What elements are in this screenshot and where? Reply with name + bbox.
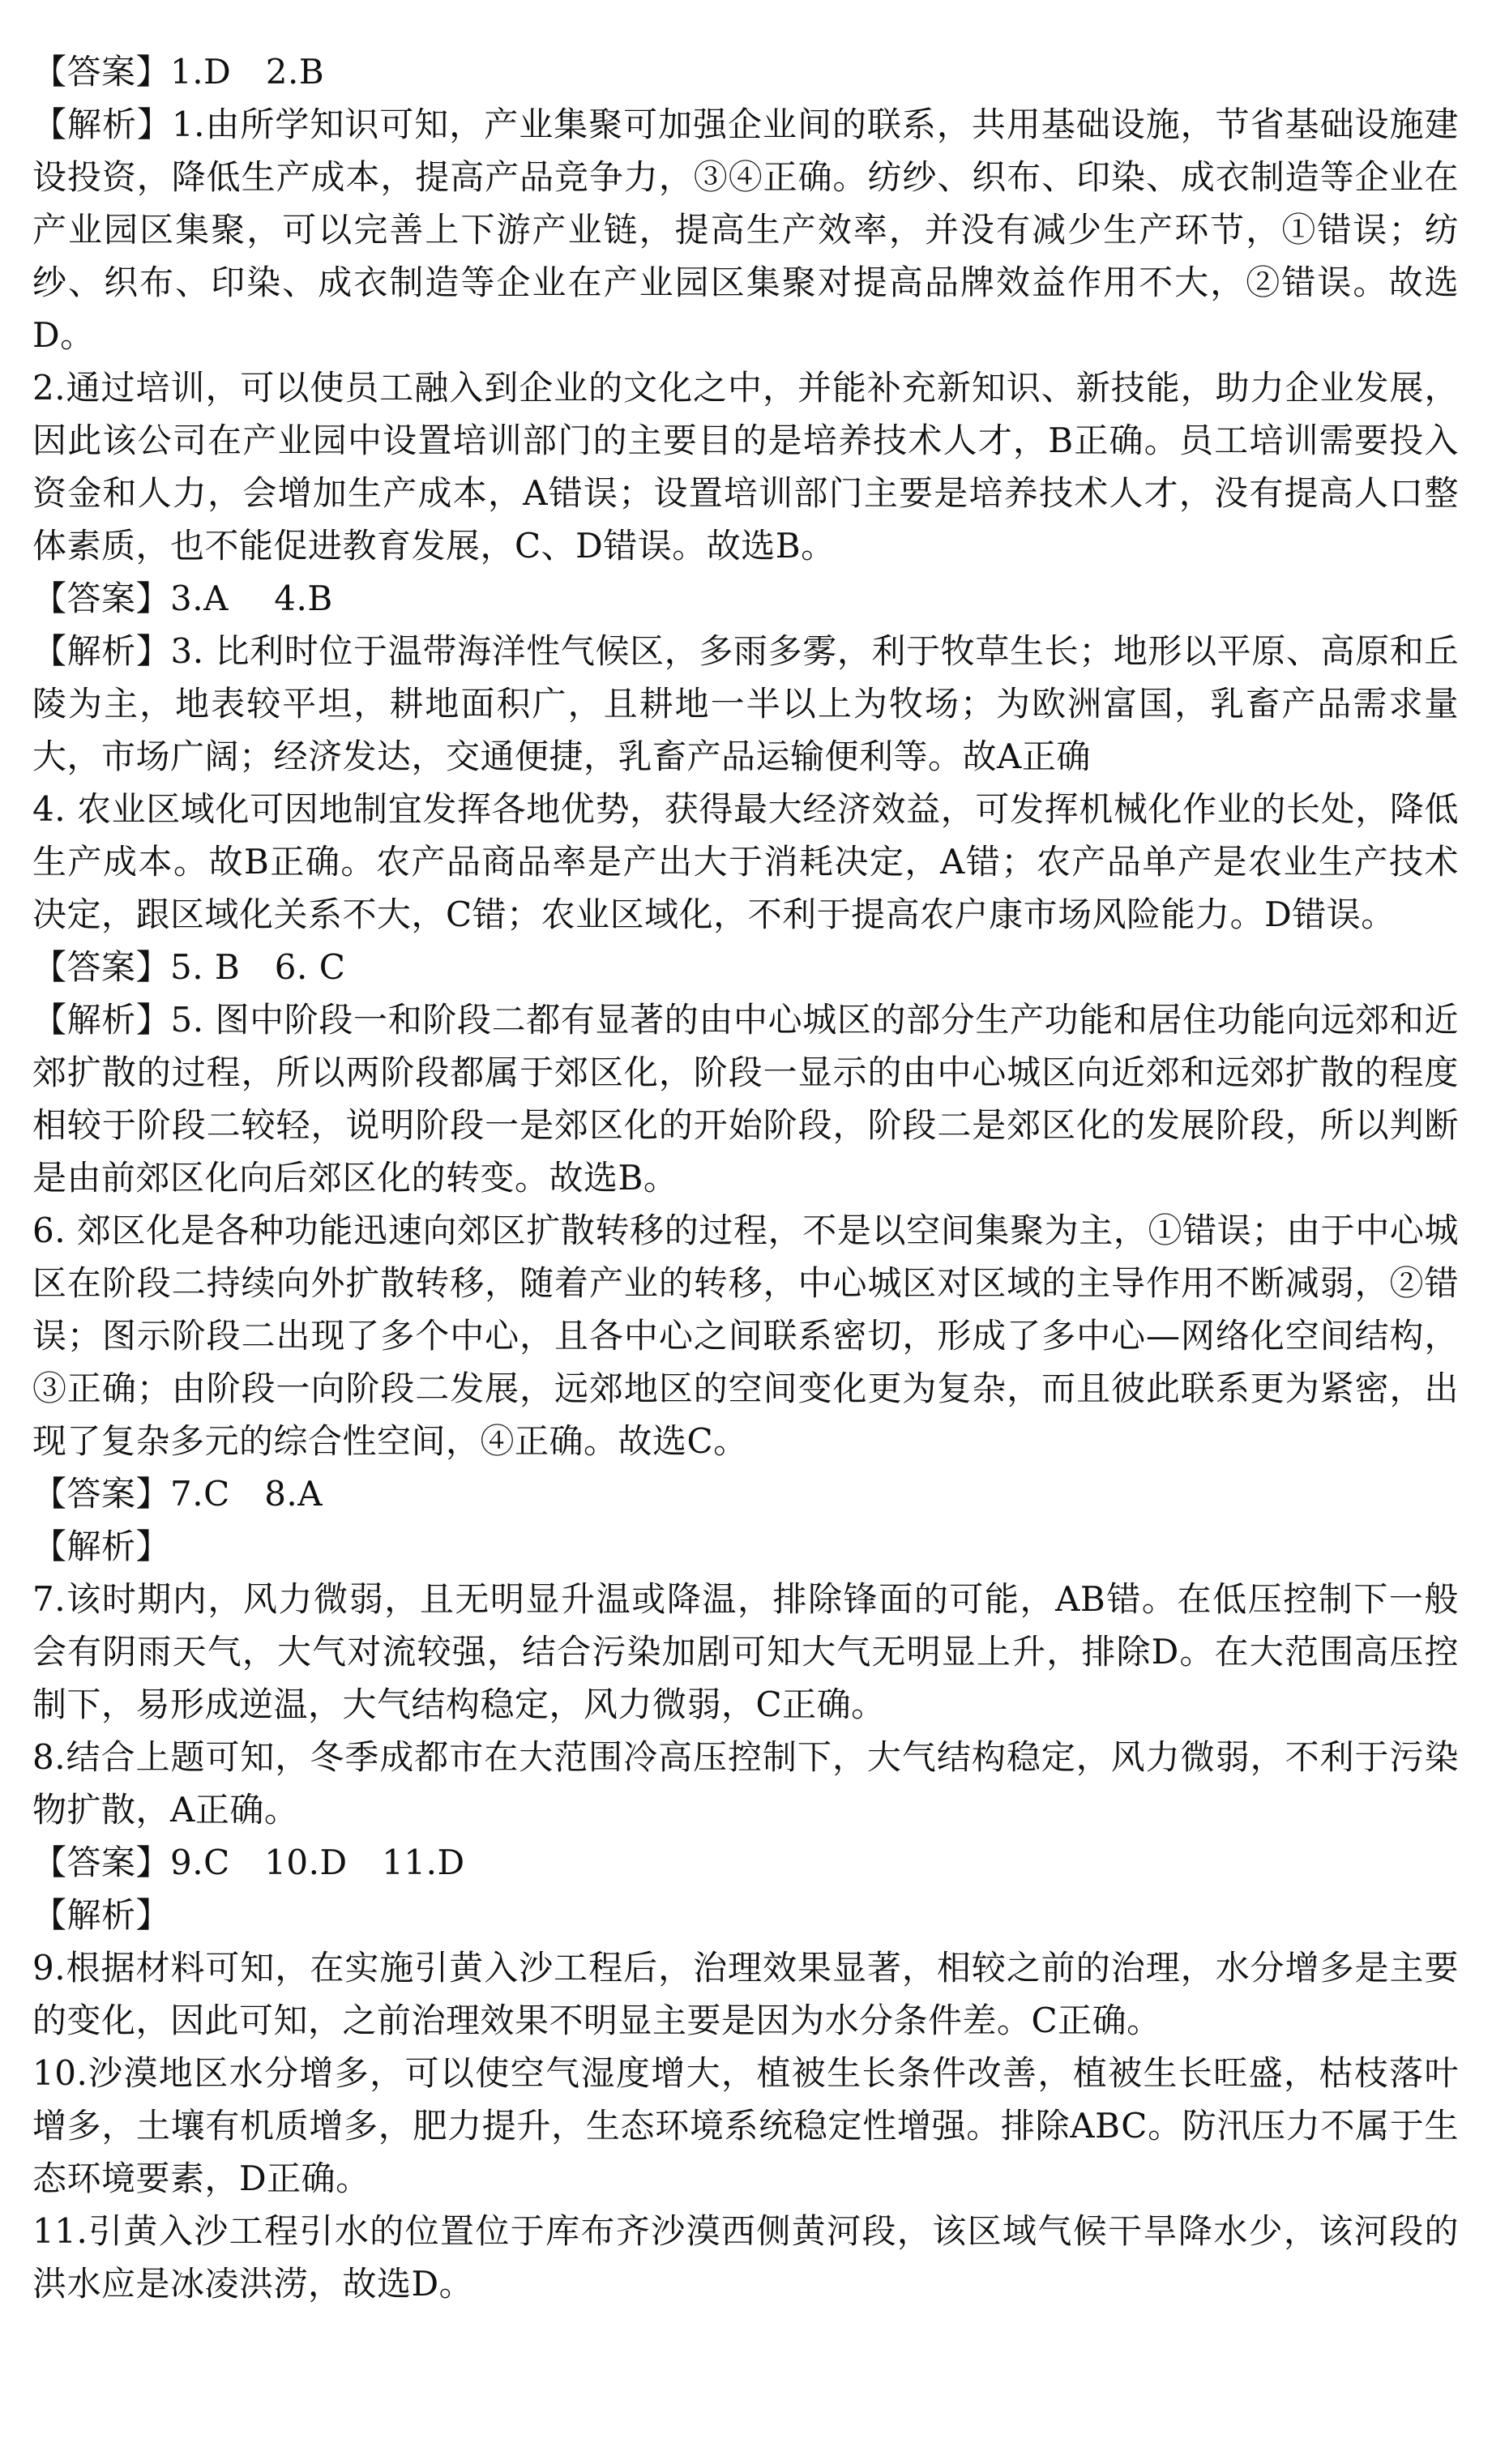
analysis-heading-7-8: 【解析】 — [32, 1527, 171, 1566]
analysis-q4: 4. 农业区域化可因地制宜发挥各地优势，获得最大经济效益，可发挥机械化作业的长处，降低生产成本。故B正确。农产品商品率是产出大于消耗决定，A错；农产品单产是农业生产技术决定，跟区域化关系不大，C错；农业区域化，不利于提高农户康市场风险能力。D错误。 — [32, 789, 1459, 934]
analysis-q6: 6. 郊区化是各种功能迅速向郊区扩散转移的过程，不是以空间集聚为主，①错误；由于中心城区在阶段二持续向外扩散转移，随着产业的转移，中心城区对区域的主导作用不断减弱，②错误；图示阶段二出现了多个中心，且各中心之间联系密切，形成了多中心—网络化空间结构，③正确；由阶段一向阶段二发展，远郊地区的空间变化更为复杂，而且彼此联系更为紧密，出现了复杂多元的综合性空间，④正确。故选C。 — [32, 1211, 1459, 1461]
answer-line-1-2: 【答案】1.D 2.B — [32, 52, 325, 92]
answer-line-9-11: 【答案】9.C 10.D 11.D — [32, 1843, 465, 1882]
analysis-q7: 7.该时期内，风力微弱，且无明显升温或降温，排除锋面的可能，AB错。在低压控制下一般会有阴雨天气，大气对流较强，结合污染加剧可知大气无明显上升，排除D。在大范围高压控制下，易形成逆温，大气结构稳定，风力微弱，C正确。 — [32, 1579, 1459, 1724]
analysis-q2: 2.通过培训，可以使员工融入到企业的文化之中，并能补充新知识、新技能，助力企业发展，因此该公司在产业园中设置培训部门的主要目的是培养技术人才，B正确。员工培训需要投入资金和人力，会增加生产成本，A错误；设置培训部门主要是培养技术人才，没有提高人口整体素质，也不能促进教育发展，C、D错误。故选B。 — [32, 368, 1459, 566]
analysis-q8: 8.结合上题可知，冬季成都市在大范围冷高压控制下，大气结构稳定，风力微弱，不利于污染物扩散，A正确。 — [32, 1737, 1459, 1830]
answer-line-3-4: 【答案】3.A 4.B — [32, 579, 333, 618]
analysis-q9: 9.根据材料可知，在实施引黄入沙工程后，治理效果显著，相较之前的治理，水分增多是主要的变化，因此可知，之前治理效果不明显主要是因为水分条件差。C正确。 — [32, 1948, 1459, 2040]
analysis-q5: 【解析】5. 图中阶段一和阶段二都有显著的由中心城区的部分生产功能和居住功能向远郊和近郊扩散的过程，所以两阶段都属于郊区化，阶段一显示的由中心城区向近郊和远郊扩散的程度相较于阶段二较轻，说明阶段一是郊区化的开始阶段，阶段二是郊区化的发展阶段，所以判断是由前郊区化向后郊区化的转变。故选B。 — [32, 1000, 1459, 1198]
analysis-heading-9-11: 【解析】 — [32, 1895, 171, 1935]
analysis-q3: 【解析】3. 比利时位于温带海洋性气候区，多雨多雾，利于牧草生长；地形以平原、高原和丘陵为主，地表较平坦，耕地面积广，且耕地一半以上为牧场；为欧洲富国，乳畜产品需求量大，市场广阔；经济发达，交通便捷，乳畜产品运输便利等。故A正确 — [32, 631, 1459, 776]
answer-line-7-8: 【答案】7.C 8.A — [32, 1474, 323, 1514]
answer-line-5-6: 【答案】5. B 6. C — [32, 947, 346, 987]
analysis-q11: 11.引黄入沙工程引水的位置位于库布齐沙漠西侧黄河段，该区域气候干旱降水少，该河段的洪水应是冰凌洪涝，故选D。 — [32, 2211, 1459, 2304]
analysis-q10: 10.沙漠地区水分增多，可以使空气湿度增大，植被生长条件改善，植被生长旺盛，枯枝落叶增多，土壤有机质增多，肥力提升，生态环境系统稳定性增强。排除ABC。防汛压力不属于生态环境要素，D正确。 — [32, 2053, 1459, 2198]
answer-document — [32, 45, 1459, 2310]
analysis-q1: 【解析】1.由所学知识可知，产业集聚可加强企业间的联系，共用基础设施，节省基础设施建设投资，降低生产成本，提高产品竞争力，③④正确。纺纱、织布、印染、成衣制造等企业在产业园区集聚，可以完善上下游产业链，提高生产效率，并没有减少生产环节，①错误；纺纱、织布、印染、成衣制造等企业在产业园区集聚对提高品牌效益作用不大，②错误。故选D。 — [32, 105, 1459, 355]
